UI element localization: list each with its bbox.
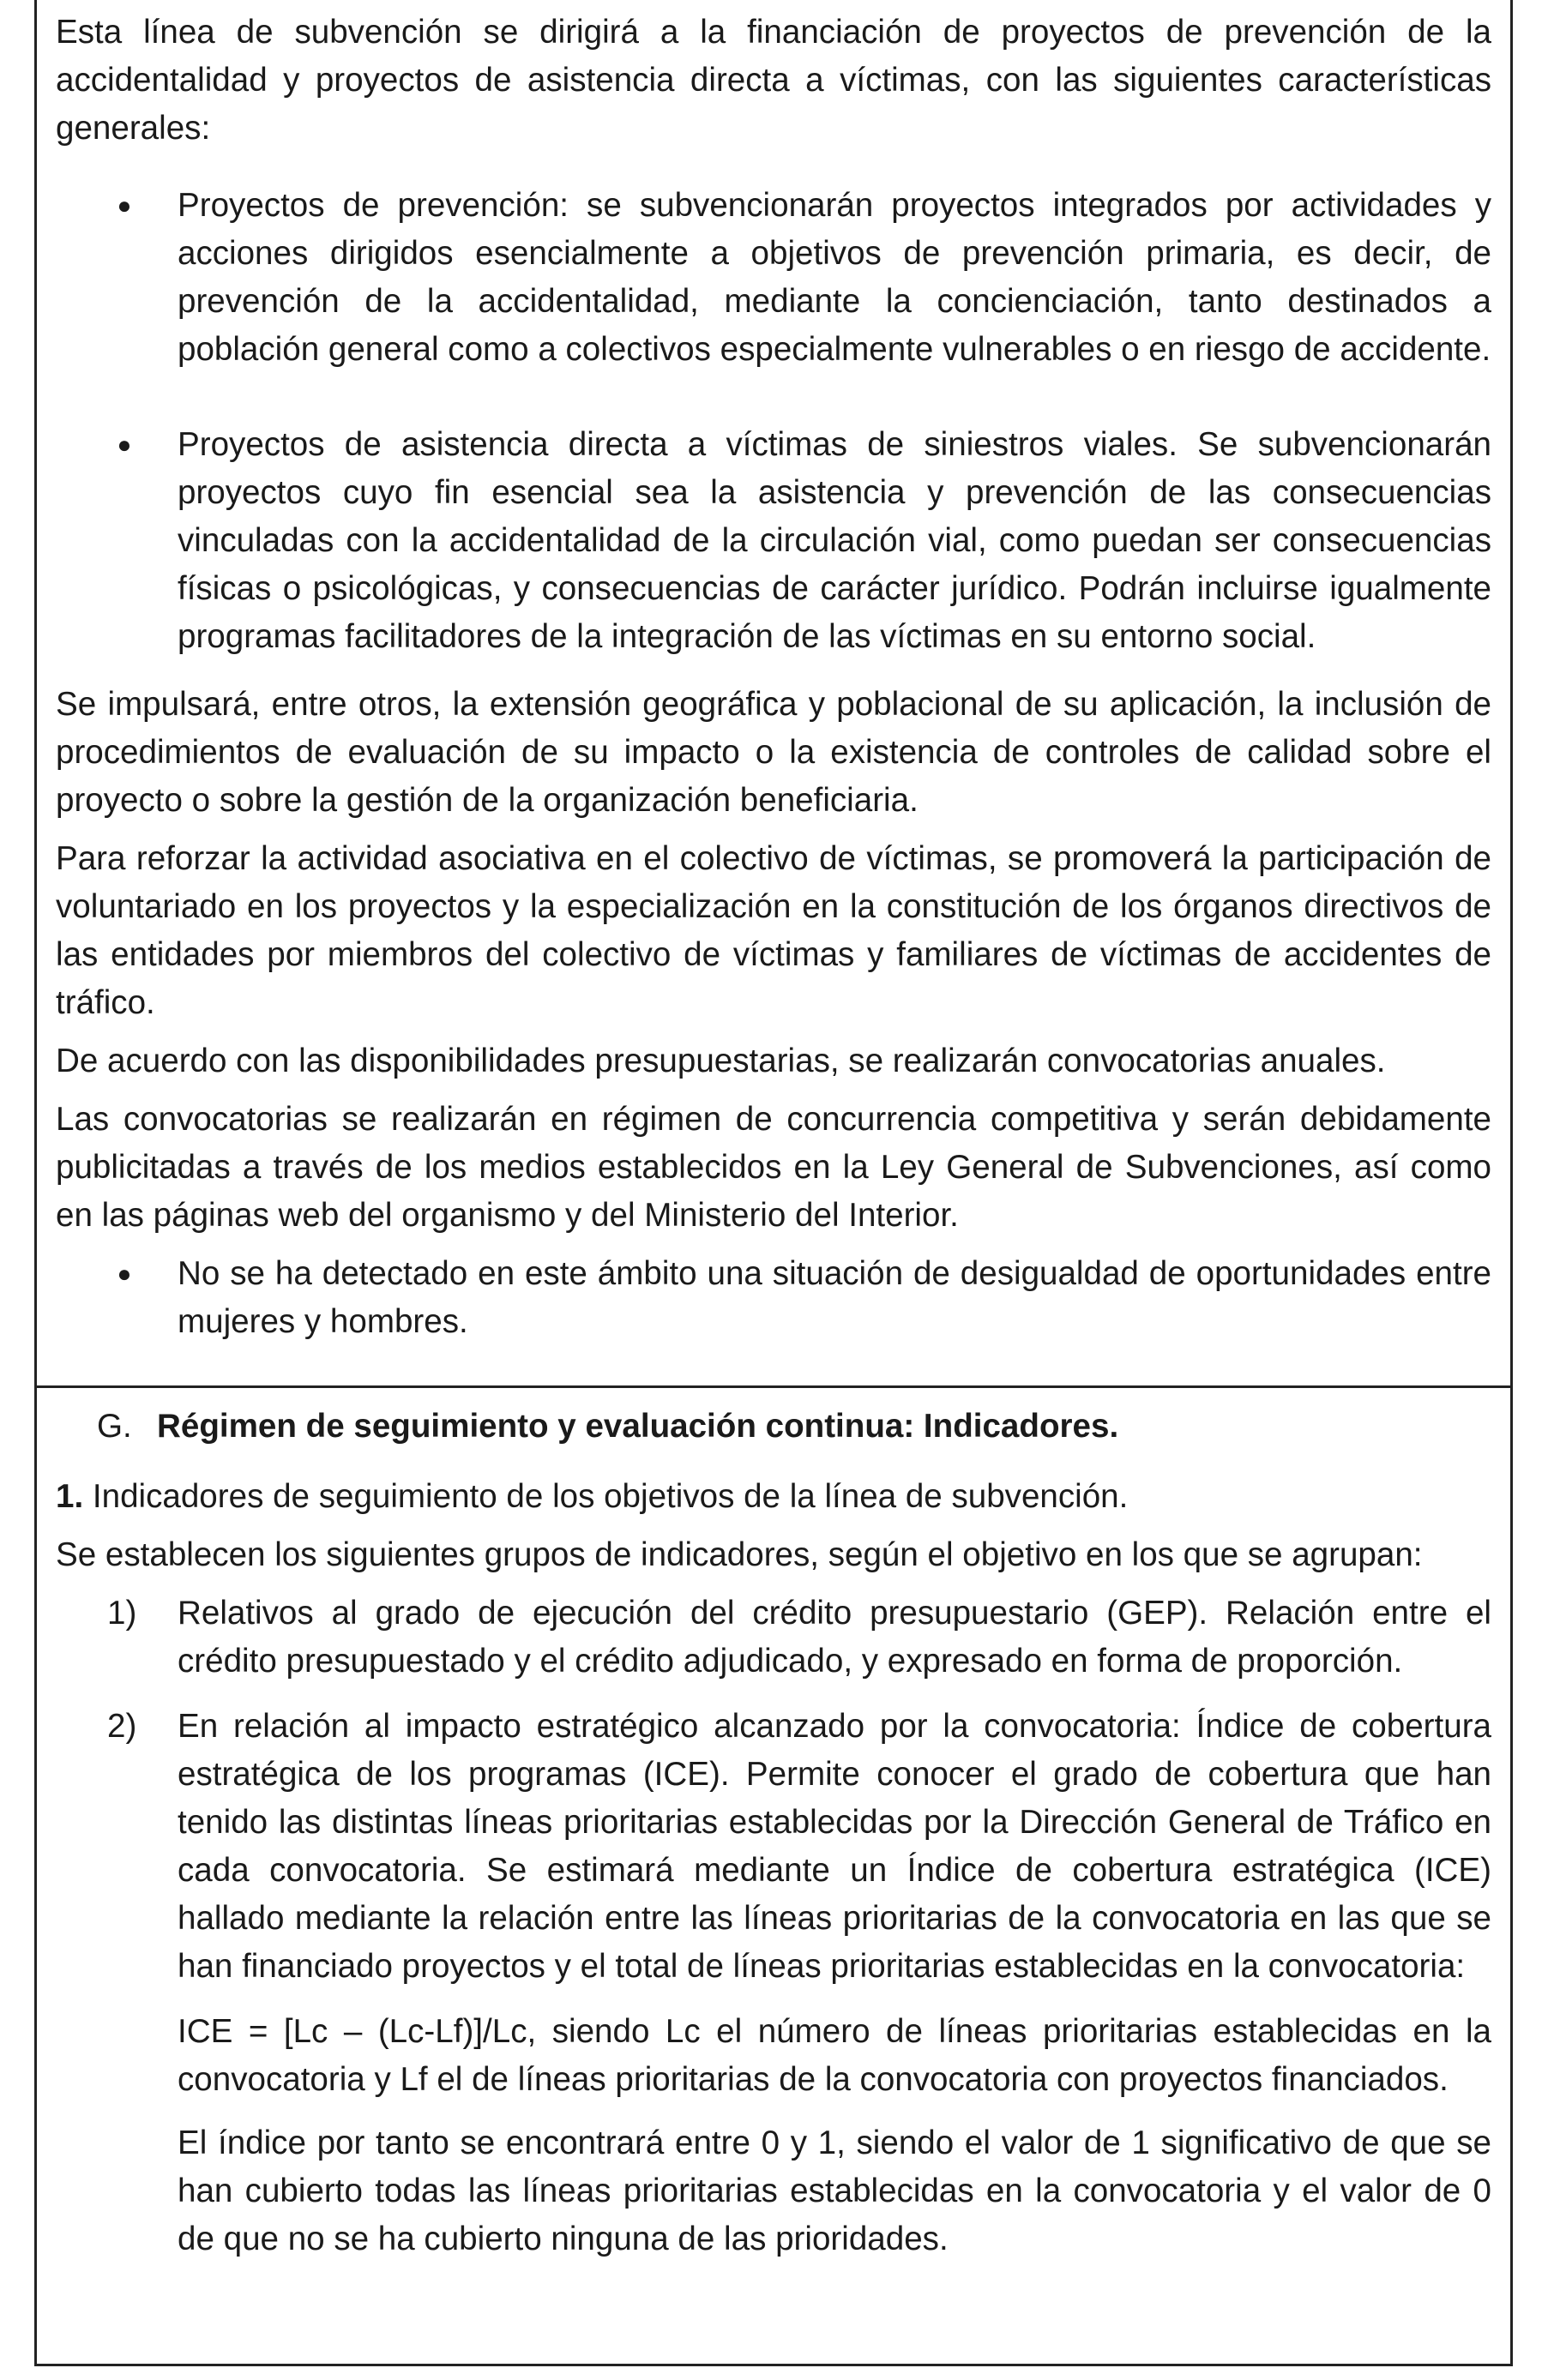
project-types-list <box>56 182 1491 661</box>
paragraph-disponibilidades: De acuerdo con las disponibilidades presupuestarias, se realizarán convocatorias anuales. <box>56 1043 1386 1079</box>
item-text-gep: Relativos al grado de ejecución del crédito presupuestario (GEP). Relación entre el crédito presupuestado y el crédito adjudicado, y expresado en forma de proporción. <box>178 1595 1491 1680</box>
list-item <box>56 1590 1491 1686</box>
bullet-text-assistance: Proyectos de asistencia directa a víctimas de siniestros viales. Se subvencionarán proyectos cuyo fin esencial sea la asistencia y prevención de las consecuencias vinculadas con la accidentalidad de la circulación vial, como puedan ser consecuencias físicas o psicológicas, y consecuencias de carácter jurídico. Podrán incluirse igualmente programas facilitadores de la integración de las víctimas en su entorno social. <box>178 426 1491 655</box>
section-heading <box>56 1403 1491 1451</box>
document-frame <box>34 0 1513 2366</box>
subsection-text: Indicadores de seguimiento de los objetivos de la línea de subvención. <box>83 1478 1129 1515</box>
intro-paragraph: Esta línea de subvención se dirigirá a la financiación de proyectos de prevención de la accidentalidad y proyectos de asistencia directa a víctimas, con las siguientes características generales: <box>56 14 1491 147</box>
heading-text: Régimen de seguimiento y evaluación continua: Indicadores. <box>157 1408 1119 1445</box>
section-divider <box>37 1385 1510 1388</box>
list-item <box>56 182 1491 374</box>
item-text-ice: En relación al impacto estratégico alcanzado por la convocatoria: Índice de cobertura estratégica de los programas (ICE). Permite conocer el grado de cobertura que han tenido las distintas líneas prioritarias establecidas por la Dirección General de Tráfico en cada convocatoria. Se estimará mediante un Índice de cobertura estratégica (ICE) hallado mediante la relación entre las líneas prioritarias de la convocatoria en las que se han financiado proyectos y el total de líneas prioritarias establecidas en la convocatoria: <box>178 1708 1491 1985</box>
subsection-number: 1. <box>56 1478 84 1515</box>
groups-intro: Se establecen los siguientes grupos de indicadores, según el objetivo en los que se agrupan: <box>56 1536 1423 1573</box>
subsection-title <box>56 1473 1491 1521</box>
indicator-list <box>56 1590 1491 1991</box>
index-note: El índice por tanto se encontrará entre 0 y 1, siendo el valor de 1 significativo de que se han cubierto todas las líneas prioritarias establecidas en la convocatoria y el valor de 0 de que no se ha cubierto ninguna de las prioridades. <box>178 2125 1491 2257</box>
list-item <box>56 1250 1491 1346</box>
bullet-text-prevention: Proyectos de prevención: se subvencionarán proyectos integrados por actividades y acciones dirigidos esencialmente a objetivos de prevención primaria, es decir, de prevención de la accidentalidad, mediante la concienciación, tanto destinados a población general como a colectivos especialmente vulnerables o en riesgo de accidente. <box>178 187 1491 368</box>
ice-formula: ICE = [Lc – (Lc-Lf)]/Lc, siendo Lc el número de líneas prioritarias establecidas en la convocatoria y Lf el de líneas prioritarias de la convocatoria con proyectos financiados. <box>178 2013 1491 2098</box>
bullet-icon: ● <box>117 192 132 219</box>
heading-letter: G. <box>97 1408 132 1445</box>
paragraph-convocatorias: Las convocatorias se realizarán en régimen de concurrencia competitiva y serán debidamente publicitadas a través de los medios establecidos en la Ley General de Subvenciones, así como en las páginas web del organismo y del Ministerio del Interior. <box>56 1101 1491 1234</box>
paragraph-asociativa: Para reforzar la actividad asociativa en el colectivo de víctimas, se promoverá la participación de voluntariado en los proyectos y la especialización en la constitución de los órganos directivos de las entidades por miembros del colectivo de víctimas y familiares de víctimas de accidentes de tráfico. <box>56 840 1491 1021</box>
item-number: 2) <box>107 1708 137 1745</box>
bullet-icon: ● <box>117 431 132 458</box>
list-item <box>56 421 1491 661</box>
paragraph-impulso: Se impulsará, entre otros, la extensión geográfica y poblacional de su aplicación, la inclusión de procedimientos de evaluación de su impacto o la existencia de controles de calidad sobre el proyecto o sobre la gestión de la organización beneficiaria. <box>56 686 1491 819</box>
bullet-text-equality: No se ha detectado en este ámbito una situación de desigualdad de oportunidades entre mujeres y hombres. <box>178 1255 1491 1340</box>
section-indicators <box>37 1391 1510 2364</box>
bullet-icon: ● <box>117 1260 132 1287</box>
list-item <box>56 1703 1491 1991</box>
equality-list <box>56 1250 1491 1346</box>
item-number: 1) <box>107 1595 137 1632</box>
section-general-characteristics <box>37 0 1510 1387</box>
